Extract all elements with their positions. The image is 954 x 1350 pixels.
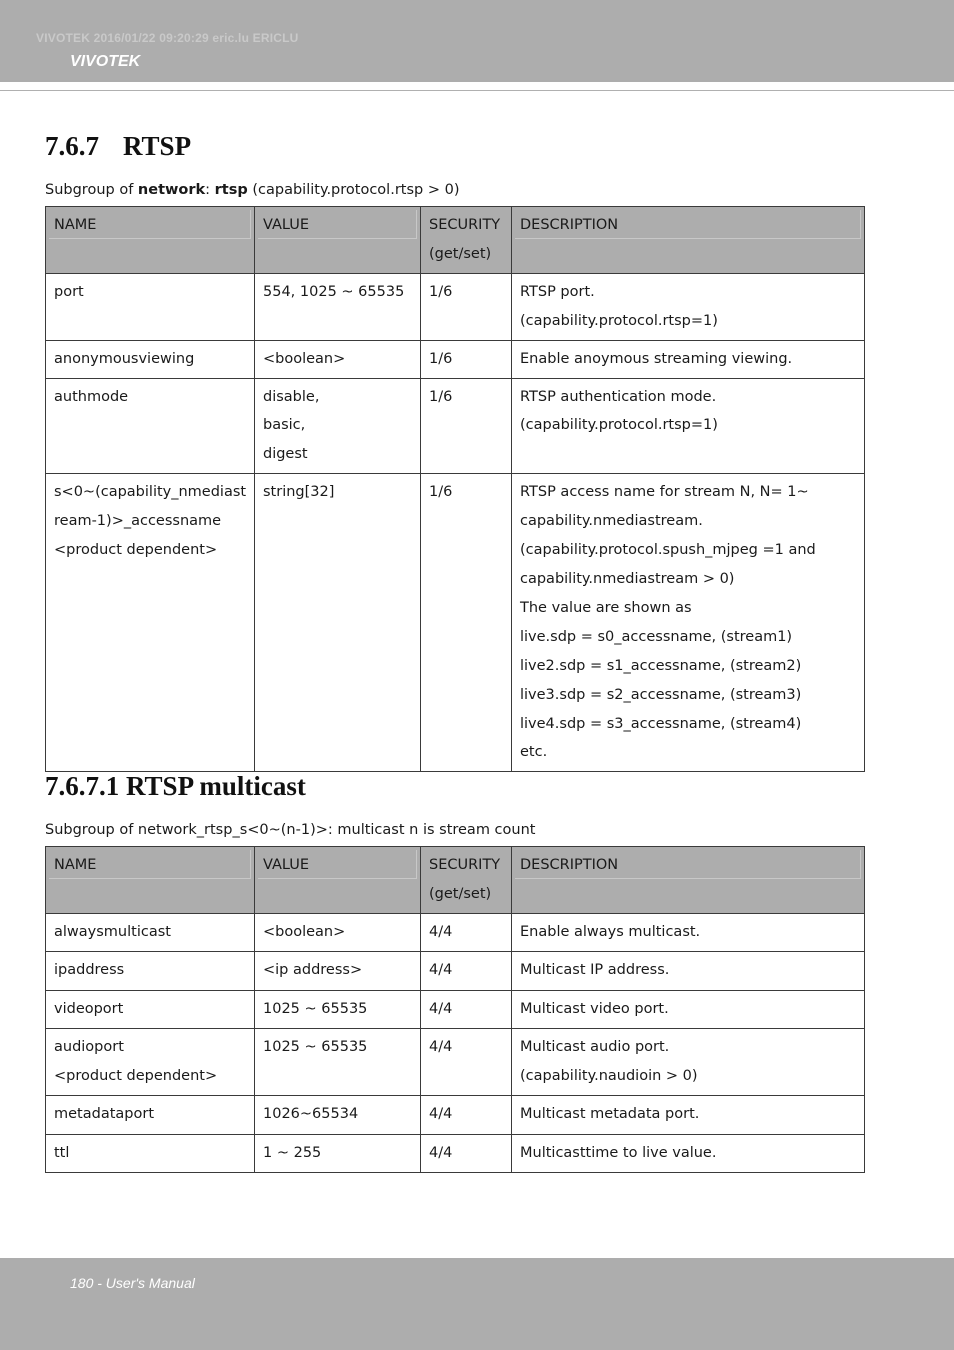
- cell-text: disable,: [263, 388, 320, 405]
- cell-text: (capability.protocol.spush_mjpeg =1 and: [520, 542, 816, 559]
- col-value: VALUE: [255, 847, 421, 914]
- table-row: [46, 340, 865, 378]
- cell-name: [46, 951, 255, 990]
- cell-name: [46, 474, 255, 772]
- cell-text: 4/4: [429, 923, 453, 940]
- cell-text: ream-1)>_accessname: [54, 513, 222, 530]
- cell-description: [512, 378, 865, 474]
- col-security: SECURITY (get/set): [421, 847, 512, 914]
- cell-security: [421, 1095, 512, 1134]
- cell-security: [421, 1028, 512, 1095]
- cell-description: [512, 913, 865, 951]
- cell-text: digest: [263, 446, 308, 463]
- cell-description: [512, 1095, 865, 1134]
- cell-text: 4/4: [429, 1000, 453, 1017]
- cell-text: Multicasttime to live value.: [520, 1144, 717, 1161]
- cell-description: [512, 474, 865, 772]
- cell-text: authmode: [54, 388, 129, 405]
- col-value: VALUE: [255, 207, 421, 274]
- col-description: DESCRIPTION: [512, 207, 865, 274]
- cell-name: [46, 913, 255, 951]
- section-title-rtsp: [45, 131, 191, 162]
- cell-text: 1/6: [429, 484, 453, 501]
- cell-text: 1025 ~ 65535: [263, 1000, 368, 1017]
- multicast-subgroup-line: Subgroup of network_rtsp_s<0~(n-1)>: multicast n is stream count: [45, 822, 536, 838]
- cell-description: [512, 990, 865, 1028]
- table-row: [46, 1095, 865, 1134]
- cell-text: Multicast metadata port.: [520, 1105, 700, 1122]
- cell-text: 1/6: [429, 388, 453, 405]
- cell-description: [512, 340, 865, 378]
- cell-security: [421, 474, 512, 772]
- cell-text: Multicast video port.: [520, 1000, 669, 1017]
- col-security: SECURITY (get/set): [421, 207, 512, 274]
- subgroup-separator: :: [205, 182, 215, 198]
- cell-text: 4/4: [429, 961, 453, 978]
- cell-value: [255, 378, 421, 474]
- subgroup-group: network: [137, 182, 206, 198]
- cell-value: [255, 1095, 421, 1134]
- brand-name: VIVOTEK: [70, 53, 141, 70]
- cell-text: RTSP authentication mode.: [520, 388, 717, 405]
- cell-text: Enable anoymous streaming viewing.: [520, 350, 793, 367]
- cell-security: [421, 273, 512, 340]
- cell-text: 4/4: [429, 1105, 453, 1122]
- subgroup-condition: (capability.protocol.rtsp > 0): [247, 182, 460, 198]
- cell-name: [46, 990, 255, 1028]
- cell-name: [46, 378, 255, 474]
- page-header: [0, 0, 954, 82]
- cell-security: [421, 1134, 512, 1172]
- cell-security: [421, 378, 512, 474]
- cell-text: metadataport: [54, 1105, 154, 1122]
- cell-text: live3.sdp = s2_accessname, (stream3): [520, 686, 802, 703]
- cell-text: 4/4: [429, 1144, 453, 1161]
- cell-name: [46, 273, 255, 340]
- table-row: [46, 990, 865, 1028]
- table-row: [46, 951, 865, 990]
- cell-text: Multicast IP address.: [520, 961, 670, 978]
- cell-text: (capability.protocol.rtsp=1): [520, 417, 718, 434]
- cell-name: [46, 340, 255, 378]
- table-row: [46, 474, 865, 772]
- cell-text: alwaysmulticast: [54, 923, 171, 940]
- cell-text: 1/6: [429, 283, 453, 300]
- cell-description: [512, 951, 865, 990]
- section-number: 7.6.7: [45, 131, 99, 161]
- cell-text: capability.nmediastream > 0): [520, 570, 735, 587]
- cell-text: 1/6: [429, 350, 453, 367]
- cell-text: 4/4: [429, 1038, 453, 1055]
- cell-value: [255, 1134, 421, 1172]
- subgroup-name: rtsp: [214, 182, 248, 198]
- rtsp-subgroup-line: [45, 182, 459, 198]
- table-row: [46, 1028, 865, 1095]
- cell-text: string[32]: [263, 484, 335, 501]
- cell-name: [46, 1134, 255, 1172]
- cell-value: [255, 990, 421, 1028]
- cell-security: [421, 340, 512, 378]
- col-description: DESCRIPTION: [512, 847, 865, 914]
- cell-text: ipaddress: [54, 961, 125, 978]
- cell-name: [46, 1095, 255, 1134]
- cell-security: [421, 951, 512, 990]
- page-number: 180 - User's Manual: [70, 1275, 195, 1291]
- cell-text: port: [54, 283, 84, 300]
- cell-text: (capability.naudioin > 0): [520, 1067, 698, 1084]
- rtsp-table-body: [46, 273, 865, 772]
- cell-value: [255, 951, 421, 990]
- section-title-rtsp-multicast: 7.6.7.1 RTSP multicast: [45, 771, 306, 801]
- cell-text: 1 ~ 255: [263, 1144, 322, 1161]
- cell-text: capability.nmediastream.: [520, 513, 703, 530]
- cell-text: live.sdp = s0_accessname, (stream1): [520, 628, 793, 645]
- cell-value: [255, 1028, 421, 1095]
- cell-text: RTSP port.: [520, 283, 595, 300]
- table-row: [46, 378, 865, 474]
- cell-text: <boolean>: [263, 350, 346, 367]
- subgroup-prefix: Subgroup of: [45, 182, 138, 198]
- cell-text: 1025 ~ 65535: [263, 1038, 368, 1055]
- cell-text: anonymousviewing: [54, 350, 195, 367]
- cell-text: (capability.protocol.rtsp=1): [520, 312, 718, 329]
- cell-text: live4.sdp = s3_accessname, (stream4): [520, 715, 802, 732]
- cell-value: [255, 913, 421, 951]
- table-row: [46, 273, 865, 340]
- multicast-table: [45, 846, 865, 1173]
- cell-text: etc.: [520, 744, 548, 761]
- cell-value: [255, 340, 421, 378]
- cell-text: Multicast audio port.: [520, 1038, 670, 1055]
- cell-name: [46, 1028, 255, 1095]
- cell-security: [421, 913, 512, 951]
- cell-text: 1026~65534: [263, 1105, 359, 1122]
- watermark: VIVOTEK 2016/01/22 09:20:29 eric.lu ERICLU: [36, 31, 299, 45]
- table-header-row: [46, 207, 865, 274]
- cell-text: basic,: [263, 417, 306, 434]
- page-footer: [0, 1258, 954, 1350]
- cell-description: [512, 273, 865, 340]
- cell-text: live2.sdp = s1_accessname, (stream2): [520, 657, 802, 674]
- cell-description: [512, 1134, 865, 1172]
- cell-text: <boolean>: [263, 923, 346, 940]
- cell-security: [421, 990, 512, 1028]
- cell-value: [255, 474, 421, 772]
- cell-text: Enable always multicast.: [520, 923, 701, 940]
- cell-text: <product dependent>: [54, 1067, 218, 1084]
- cell-description: [512, 1028, 865, 1095]
- table-row: [46, 913, 865, 951]
- cell-text: ttl: [54, 1144, 70, 1161]
- cell-text: The value are shown as: [520, 599, 692, 616]
- table-header-row: [46, 847, 865, 914]
- col-name: NAME: [46, 207, 255, 274]
- header-divider: [0, 90, 954, 91]
- table-row: [46, 1134, 865, 1172]
- cell-value: [255, 273, 421, 340]
- cell-text: s<0~(capability_nmediast: [54, 484, 247, 501]
- cell-text: audioport: [54, 1038, 124, 1055]
- multicast-table-body: [46, 913, 865, 1172]
- section-name: RTSP: [123, 131, 192, 161]
- cell-text: 554, 1025 ~ 65535: [263, 283, 405, 300]
- cell-text: videoport: [54, 1000, 124, 1017]
- cell-text: <ip address>: [263, 961, 363, 978]
- rtsp-table: [45, 206, 865, 772]
- col-name: NAME: [46, 847, 255, 914]
- cell-text: <product dependent>: [54, 542, 218, 559]
- cell-text: RTSP access name for stream N, N= 1~: [520, 484, 809, 501]
